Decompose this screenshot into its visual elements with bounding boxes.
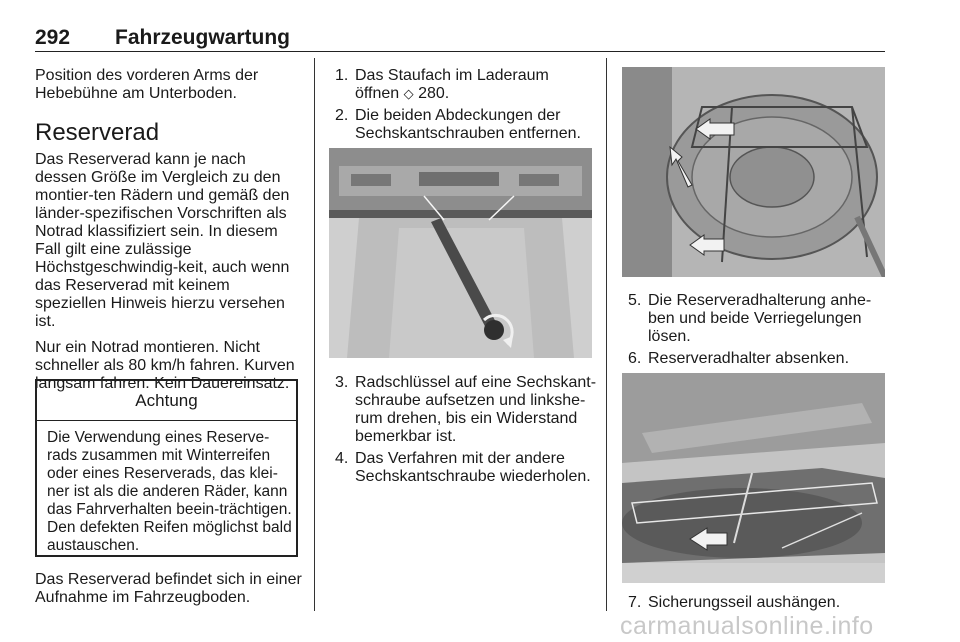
step-item: [335, 67, 597, 103]
spare-wheel-location-paragraph: Das Reserverad befindet sich in einer Aufnahme im Fahrzeugboden.: [35, 571, 302, 606]
page-reference-link[interactable]: 280.: [418, 85, 450, 102]
steps-5-6: [628, 292, 890, 372]
step-item: [628, 350, 890, 368]
step-text: Die beiden Abdeckungen der Sechskantschrauben entfernen.: [355, 107, 581, 142]
steps-3-4: [335, 374, 597, 490]
spare-wheel-paragraph: Das Reserverad kann je nach dessen Größe im Vergleich zu den montier-ten Rädern und gemäß den länder-spezifischen Vorschriften als Notrad klassifiziert sein. In diesem Fall gilt eine zulässige Höchstgeschwindig-keit, auch wenn das Reserverad mit keinem speziellen Hinweis hierzu versehen ist.: [35, 151, 290, 330]
section-heading: Reserverad: [35, 119, 160, 146]
step-text: Das Staufach im Laderaum öffnen: [355, 67, 549, 102]
column-left: [35, 67, 300, 401]
warning-box: [35, 379, 298, 557]
warning-title: Achtung: [37, 381, 296, 421]
step-text: Das Verfahren mit der andere Sechskantschraube wiederholen.: [355, 450, 591, 485]
wheel-wrench-photo: [329, 148, 592, 358]
step-number: 6.: [628, 350, 642, 367]
step-number: 1.: [335, 67, 349, 84]
step-item: [628, 292, 890, 346]
step-item: [335, 107, 597, 143]
header-rule: [35, 51, 885, 52]
page-number: 292: [35, 26, 71, 49]
page-reference-arrow-icon: ◇: [403, 86, 414, 101]
page-header: [35, 20, 885, 50]
warning-body: Die Verwendung eines Reserve-rads zusammen mit Winterreifen oder eines Reserverads, das klei-ner ist als die anderen Räder, kann das Fahrverhalten beein-trächtigen. Den defekten Reifen möglichst bald austauschen.: [47, 429, 292, 554]
column-divider: [606, 58, 607, 611]
lead-paragraph: Position des vorderen Arms der Hebebühne am Unterboden.: [35, 67, 259, 102]
spare-wheel-holder-photo: [622, 67, 885, 277]
step-text: Sicherungsseil aushängen.: [648, 594, 841, 611]
spare-wheel-lowered-photo: [622, 373, 885, 583]
step-number: 2.: [335, 107, 349, 124]
step-item: [628, 594, 890, 612]
step-number: 3.: [335, 374, 349, 391]
steps-1-2: [335, 67, 597, 147]
step-text: Radschlüssel auf eine Sechskant-schraube aufsetzen und linkshe-rum drehen, bis ein Widerstand bemerkbar ist.: [355, 374, 597, 445]
step-text: Die Reserveradhalterung anhe-ben und beide Verriegelungen lösen.: [648, 292, 872, 345]
step-number: 5.: [628, 292, 642, 309]
step-item: [335, 374, 597, 446]
step-number: 4.: [335, 450, 349, 467]
step-number: 7.: [628, 594, 642, 611]
column-divider: [314, 58, 315, 611]
step-item: [335, 450, 597, 486]
watermark: carmanualsonline.info: [620, 612, 874, 640]
emergency-wheel-paragraph: Nur ein Notrad montieren. Nicht schneller als 80 km/h fahren. Kurven langsam fahren. Kein Dauereinsatz.: [35, 339, 295, 392]
step-text: Reserveradhalter absenken.: [648, 350, 850, 367]
chapter-title: Fahrzeugwartung: [115, 26, 291, 49]
